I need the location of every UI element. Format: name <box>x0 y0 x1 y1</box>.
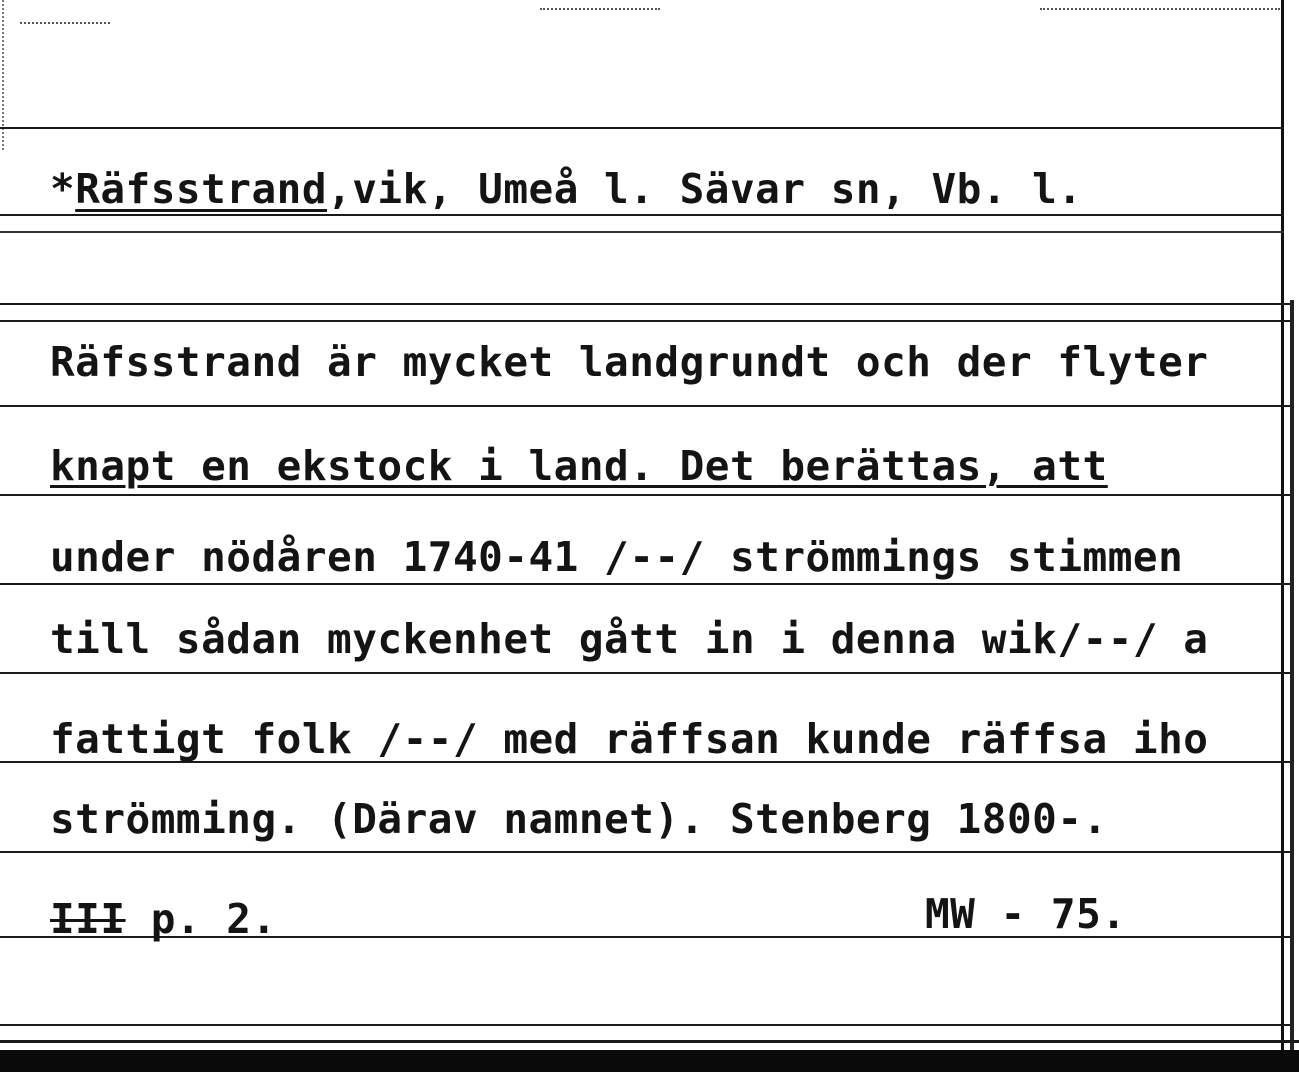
body-line-4: till sådan myckenhet gått in i denna wik/--/ a <box>50 615 1209 663</box>
ruled-line <box>0 231 1284 233</box>
ruled-line <box>0 320 1290 322</box>
ruled-line <box>0 583 1290 585</box>
card-edge-right <box>1281 0 1284 1050</box>
body-line-5: fattigt folk /--/ med räffsan kunde räffsa iho <box>50 715 1209 763</box>
headword: Räfsstrand <box>75 165 328 213</box>
header-line <box>50 165 1083 213</box>
card-edge-shadow <box>1290 300 1294 1060</box>
bottom-black-band <box>0 1050 1299 1072</box>
top-speckles-2 <box>540 8 660 12</box>
body-line-2: knapt en ekstock i land. Det berättas, att <box>50 442 1108 490</box>
ruled-line <box>0 672 1290 674</box>
ruled-line <box>0 494 1290 496</box>
bottom-rule <box>0 1040 1299 1043</box>
body-line-6: strömming. (Därav namnet). Stenberg 1800-. <box>50 795 1108 843</box>
body-line-1: Räfsstrand är mycket landgrundt och der flyter <box>50 338 1209 386</box>
ruled-line <box>0 851 1290 853</box>
body-line-3: under nödåren 1740-41 /--/ strömmings stimmen <box>50 533 1184 581</box>
footer-reference <box>50 895 277 943</box>
ruled-line <box>0 214 1284 216</box>
header-prefix: * <box>50 165 76 213</box>
page-reference: p. 2. <box>150 895 277 943</box>
ruled-line <box>0 127 1284 129</box>
ruled-line <box>0 303 1290 305</box>
ruled-line <box>0 405 1290 407</box>
volume-number: III <box>50 895 126 943</box>
top-speckles-1 <box>20 22 110 26</box>
ruled-line <box>0 1024 1290 1026</box>
top-speckles-3 <box>1040 8 1280 12</box>
signature: MW - 75. <box>925 890 1127 938</box>
header-rest: ,vik, Umeå l. Sävar sn, Vb. l. <box>327 165 1083 213</box>
